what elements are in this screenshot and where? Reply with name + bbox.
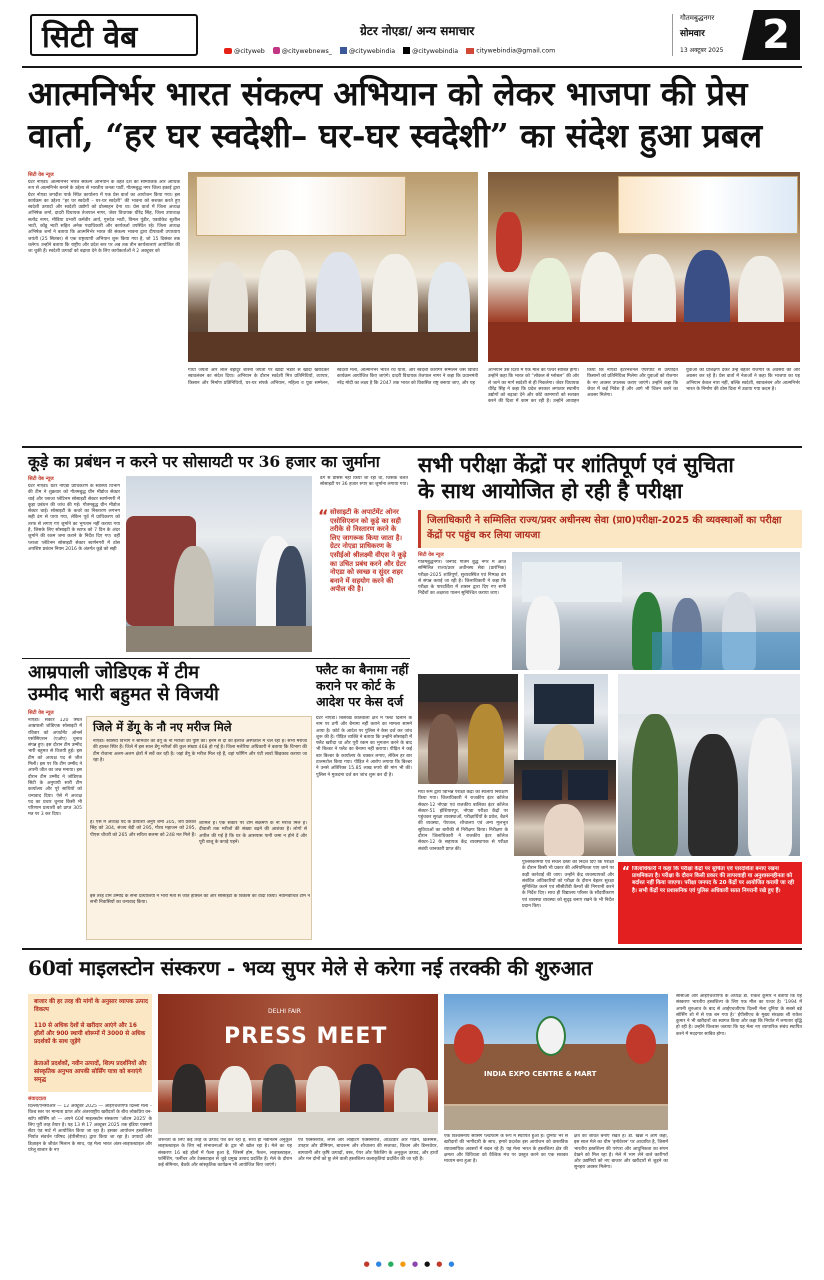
social-bar xyxy=(224,47,674,59)
exam-byline: सिटी वेब न्यूज xyxy=(418,552,444,558)
mela-photo-1 xyxy=(158,994,438,1134)
abhiyan-banner xyxy=(618,176,798,234)
garbage-photo xyxy=(126,476,312,652)
lead-under-photo2: अभियान उस दिशा में एक मील का पत्थर साबित होगा। उन्होंने कहा कि भारत को “लोकल से ग्लोबल” की ओर ले जाने का मार्ग स्वदेशी से ही निकलेगा। जेवर विधायक धीरेंद्र सिंह ने कहा कि प्रदेश सरकार लगातार स्थानीय उद्योगों को बढ़ावा देने और छोटे कामगारों को सशक्त करने की दिशा में काम कर रही है। उन्होंने आवाहन किया कि नोएडा इंटरनेशनल एयरपोर्ट से उत्पादित किसानों को प्रतिनिधित्व मिलेगा और युवाओं को रोजगार के नए अवसर उपलब्ध कराए जाएंगे। उन्होंने कहा कि जेवर में कई निवेश हैं और आगे भी चिंतन करने का अवसर मिलेगा। xyxy=(488,368,678,405)
instagram-icon xyxy=(273,47,280,54)
instagram-handle: @citywebnews_ xyxy=(281,47,332,55)
exam-photo-4 xyxy=(514,760,616,856)
press-banner xyxy=(196,176,406,236)
mela-col1: दिल्ली/एनसीआर — 12 अक्टूबर 2025 — आईएचजीएफ दिल्ली मेला – विश्व स्तर पर मान्यता प्राप्त और अंतरराष्ट्रीय खरीदारों के बीच लोकप्रिय वन-स्टॉप सोर्सिंग शो — अपने 60वें माइलस्टोन संस्करण 'ऑटम 2025' के लिए पूरी तरह तैयार है। यह 13 से 17 अक्टूबर 2025 तक इंडिया एक्सपो सेंटर एंड मार्ट में आयोजित किया जा रहा है। इसका आयोजन हस्तशिल्प निर्यात संवर्धन परिषद (ईपीसीएच) द्वारा किया जा रहा है। उप्पादों और डिज़ाइन के जीवंत मिलान के साथ, यह मेला भारत अंतर-लाइफस्टाइल और घरेलू बाजार के नए xyxy=(28,1104,152,1154)
exam-col1: गौतमबुद्धनगर। जनपद गौतम बुद्ध नगर में आज सम्मिलित राज्य/प्रवर अधीनस्थ सेवा (प्रारंभिक) परीक्षा-2025 शांतिपूर्ण, सुव्यवस्थित एवं निष्पक्ष ढंग से संपन्न कराई जा रही है। जिलाधिकारी ने कहा कि परीक्षा के पारदर्शिता में शासन द्वारा दिए गए सभी निर्देशों का अक्षरशः पालन सुनिश्चित कराया जाए। xyxy=(418,560,506,597)
lead-byline: सिटी वेब न्यूज xyxy=(28,172,54,178)
dengue-headline: जिले में डेंगू के नौ नए मरीज मिले xyxy=(93,720,232,734)
photo-building-name: INDIA EXPO CENTRE & MART xyxy=(484,1070,597,1078)
mail-icon xyxy=(466,48,474,54)
exam-headline-line2: के साथ आयोजित हो रही है परीक्षा xyxy=(418,478,683,503)
mela-box-item-1: 110 से अधिक देशों से खरीदार आएंगे और 16 हॉलों और 900 स्थायी शोरूमों में 3000 से अधिक प्रदर्शकों के साथ जुड़ेंगे xyxy=(34,1023,146,1045)
amrapali-headline-line2: उम्मीद भारी बहुमत से विजयी xyxy=(28,684,219,705)
youtube-icon xyxy=(224,48,232,54)
lead-photo-1 xyxy=(188,172,478,362)
photo-sign-top: DELHI FAIR xyxy=(268,1008,301,1015)
exam-photo-5 xyxy=(618,674,800,856)
exam-col3: पुलिसकर्मियों एवं सचल दस्तों को निर्देश दिए कि परीक्षा के दौरान किसी भी प्रकार की अनियमितता पाए जाने पर कड़ी कार्रवाई की जाए। उन्होंने केंद्र व्यवस्थापकों और संबंधित अधिकारियों को परीक्षा के दौरान बेहतर सुरक्षा सुनिश्चित करने एवं सीसीटीवी कैमरों की निगरानी करने के निर्देश दिए। साथ ही विद्यालय परिसर के सौंदर्यीकरण एवं व्यवस्था व्यवस्था को सुदृढ़ बनाए रखने के भी निर्देश प्रदान किए। xyxy=(522,860,614,910)
weekday: सोमवार xyxy=(680,29,705,39)
middle-bottom-rule xyxy=(22,948,802,950)
mela-col5: क्षेत्र को जीवंत बनाए रखते हैं। डॉ. खन्ना ने आगे कहा, इस साल मेले का थीम 'इनोवेशन' पर आधारित है, जिसमें भारतीय हस्तशिल्प की परंपरा और आधुनिकता का संगम देखने को मिल रहा है। मेले में भाग लेने वाले कारीगरों और उद्यमियों को नए बाजार और खरीदारों से जुड़ने का सुनहरा अवसर मिलेगा। xyxy=(574,1134,668,1171)
masthead-rule xyxy=(22,66,802,68)
paper-name: सिटी वेब xyxy=(42,20,138,55)
flat-headline-line3: आदेश पर केस दर्ज xyxy=(316,694,404,709)
dengue-col2: शामिल हैं। एक सेक्टर पर टीम संक्रमण के नौ मरीज मिले हैं। दीवाली तक मरीजों की संख्या बढ़ने की आशंका है। लोगों से अपील की गई है कि घर के आसपास पानी जमा न होने दें और पूरी बाजू के कपड़े पहनें। xyxy=(199,821,307,845)
mela-col3: एवं एक्सेसरीज, लैंप्स और लाइटिंग एक्सेसरीज, आउटडोर और गार्डन, क्रिसमस, उपहार और प्रीमियम, बाथरूम और शौचालय की सजावट, किचन और डिनरवेयर, बागवानी और कृषि उत्पादों, वस्त्र, पेपर और पैकेजिंग के अनुकूल उत्पाद, और हाथों और मन दोनों को छू लेने वाली हस्तशिल्प कलाकृतियां प्रदर्शित की जा रही हैं। xyxy=(298,1138,438,1162)
garbage-col2: ढंग से प्रोसेस नहीं किया जा रहा था, जिसके चलते सोसाइटी पर 36 हजार रुपए का जुर्माना लगाया गया। xyxy=(320,476,408,488)
garbage-byline: सिटी वेब न्यूज xyxy=(28,476,54,482)
x-icon xyxy=(403,47,410,54)
amrapali-byline: सिटी वेब न्यूज xyxy=(28,710,54,716)
dengue-col1: नोएडा। स्वास्थ्य विभाग ने सोमवार को डेंगू के नौ मरीजों की पुष्टि की। इनमें से दो का इलाज अस्पताल में चल रहा है। सभी मरीजों की हालत स्थिर है। जिले में इस साल डेंगू मरीजों की कुल संख्या 468 हो गई है। जिला मलेरिया अधिकारी ने बताया कि विभाग की टीम रोजाना अलग-अलग क्षेत्रों में सर्वे कर रही है। जहां डेंगू के मरीज मिल रहे हैं, वहां फॉगिंग और एंटी लार्वा छिड़काव कराया जा रहा है। xyxy=(93,739,307,763)
lead-under-photo1: गांधी जयंती और लाल बहादुर शास्त्री जयंती पर खादी भंडार से खादी खरीदकर स्वावलंबन का संदेश दिया। अभियान के दौरान स्वदेशी मित्र प्रतिनिधियों, व्यापार, किसान और निर्माण प्रतिनिधियों, घर-घर संपर्क अभियान, महिला व युवा सम्मेलन, स्वदेशी मेला, आत्मनिर्भर भारत रथ यात्रा, और स्वदेशी कारीगर सम्मेलन जैसे विविध कार्यक्रम आयोजित किए जाएंगे। दादरी विधायक तेजपाल नागर ने कहा कि प्रधानमंत्री नरेंद्र मोदी का लक्ष्य है कि 2047 तक भारत को विकसित राष्ट्र बनाया जाए, और यह xyxy=(188,368,478,386)
lead-bottom-rule xyxy=(22,446,802,448)
mela-col2: जरूरतों के लिए कई तरह के उत्पाद पेश कर रहा है, साथ ही नवीनतम अनुकूल लाइफस्टाइल के लिए नई संभावनाओं के द्वार भी खोल रहा है। मेले का यह संस्करण 16 बड़े हॉलों में फैला हुआ है, जिसमें होम, फैशन, लाइफस्टाइल, फर्निशिंग, फर्नीचर और टेक्सटाइल से जुड़े प्रमुख उत्पाद प्रदर्शित हैं। मेले के दौरान कई सेमिनार, बैठकें और सांस्कृतिक कार्यक्रम भी आयोजित किए जाएंगे। xyxy=(158,1138,292,1169)
mela-box-item-2: क्रेताओं प्रदर्शकों, नवीन उत्पादों, शिल्प प्रदर्शनियों और सांस्कृतिक अनुभव आपकी सोर्सिंग यात्रा को बनाएंगे समृद्ध xyxy=(34,1061,147,1083)
exam-banner xyxy=(418,510,802,548)
garbage-headline: कूड़े का प्रबंधन न करने पर सोसायटी पर 36 हजार का जुर्माना xyxy=(28,452,380,471)
exam-callout xyxy=(618,862,802,944)
mela-col4: एक विश्वसनीय सोर्सिंग प्लेटफॉर्म के रूप में स्थापित हुआ है। दुनिया भर से खरीदारों की भागीदारी के साथ, हमारे प्रदर्शक इस आयोजन को वास्तविक व्यावसायिक अवसरों में बदल रहे हैं। यह मेला भारत के हस्तशिल्प क्षेत्र की क्षमता और विविधता को वैश्विक मंच पर प्रस्तुत करने का एक सशक्त माध्यम बना हुआ है। xyxy=(444,1134,568,1165)
masthead-divider xyxy=(672,14,673,56)
photo-sign: PRESS MEET xyxy=(224,1024,388,1049)
flat-col1: ग्रेटर नोएडा। बिसरख कोतवाली क्षेत्र में फ्लैट दिलाने के नाम पर ठगी और बैनामा नहीं कराने का मामला सामने आया है। कोर्ट के आदेश पर पुलिस ने केस दर्ज कर जांच शुरू की है। पीड़ित व्यक्ति ने बताया कि उन्होंने सोसाइटी में फ्लैट खरीदा था और पूरी रकम का भुगतान करने के बाद भी बिल्डर ने फ्लैट का बैनामा नहीं कराया। पीड़ित ने कई बार बिल्डर के कार्यालय के चक्कर लगाए, लेकिन हर बार टालमटोल किया गया। पीड़ित ने आरोप लगाया कि बिल्डर ने उनसे अतिरिक्त 15.85 लाख रुपये की मांग भी की। पुलिस ने मुकदमा दर्ज कर जांच शुरू कर दी है। xyxy=(316,716,412,778)
masthead xyxy=(0,0,824,60)
facebook-handle: @citywebindia xyxy=(348,47,396,55)
amrapali-col2: हैं। ऐसे में अध्यक्ष पद के प्रत्याशी अनुप शर्मा 305, जय प्रकाश सिंह को 304, संजय बेदी को 295, गौरव महाजन को 295, पीएस चौधरी को 265 और सरिता सलमा को 248 मत मिले हैं। xyxy=(90,820,196,838)
mela-col6: सीसीओ और आईएचजीएफ के अध्यक्ष डॉ. राकेश कुमार ने बताया कि यह संस्करण भारतीय हस्तशिल्प के लिए एक मील का पत्थर है। '1994 में अपनी शुरुआत के बाद से आईएचजीएफ दिल्ली मेला दुनिया के सबसे बड़े सोर्सिंग शो में से एक बन गया है।' ईपीसीएच के मुख्य संरक्षक श्री राकेश कुमार ने भी खरीदारों का स्वागत किया और कहा कि निर्यात में लगातार वृद्धि हो रही है। उन्होंने विश्वास जताया कि यह मेला नए व्यापारिक संबंध स्थापित करने में मददगार साबित होगा। xyxy=(676,994,802,1037)
exam-callout-text: जिलाधिकारी ने कहा कि परीक्षा केंद्रों पर सुचिता एवं पारदर्शिता बनाए रखना प्राथमिकता है। परीक्षा के दौरान किसी प्रकार की लापरवाही या अनुशासनहीनता को बर्दाश्त नहीं किया जाएगा। परीक्षा जनपद के 20 केंद्रों पर आयोजित करायी जा रही है। सभी केंद्रों पर प्रशासनिक एवं पुलिस अधिकारी सतत निगरानी रखे हुए हैं। xyxy=(632,866,795,894)
garbage-callout-text: सोसाइटी के अपार्टमेंट ओनर एसोसिएशन को कूड़े का सही तरीके से निस्तारण करने के लिए जागरूक किया जाता है। ग्रेटर नोएडा प्राधिकरण के एसीईओ श्रीलक्ष्मी वीएस ने कूड़े का उचित प्रबंध करने और ग्रेटर नोएडा को स्वच्छ व सुंदर शहर बनाने में सहयोग करने की अपील की है। xyxy=(330,508,407,594)
flat-headline-line2: कराने पर कोर्ट के xyxy=(316,678,395,693)
page-number: 2 xyxy=(762,12,790,58)
mela-box-heading: बाजार की हर तरह की मांगों के अनुसार व्यापक उत्पाद विकल्प xyxy=(34,999,148,1013)
flat-headline-line1: फ्लैट का बैनामा नहीं xyxy=(316,662,409,677)
x-handle: @citywebindia xyxy=(412,47,459,55)
quote-icon: “ xyxy=(622,864,630,878)
city-name: गौतमबुद्धनगर xyxy=(680,14,715,22)
mela-byline: संवाददाता xyxy=(28,1096,47,1102)
lead-col-right: युवाओं को प्रशिक्षण देकर उन्हें बेहतर रोजगार के अवसरों की ओर अग्रसर कर रहे हैं। प्रेस वार्ता में नेताओं ने कहा कि भाजपा का यह अभियान केवल नारा नहीं, बल्कि स्वदेशी, स्वावलंबन और आत्मनिर्भर भारत के निर्माण की ठोस दिशा में उठाया गया कदम है। xyxy=(686,368,800,392)
youtube-handle: @cityweb xyxy=(234,47,265,55)
garbage-bottom-rule xyxy=(22,658,410,659)
issue-date: 13 अक्टूबर 2025 xyxy=(680,47,724,54)
exam-photo-1 xyxy=(512,552,800,670)
mela-photo-2 xyxy=(444,994,668,1130)
lead-col1: ग्रेटर नोएडा। आत्मनिर्भर भारत संकल्प अभियान के तहत देश को सामाजिक और आर्थिक रूप से आत्मनिर्भर बनाने के उद्देश्य से भारतीय जनता पार्टी, गौतमबुद्ध नगर जिला इकाई द्वारा ग्रेटर नोएडा जगदीश पार्क स्थित कार्यालय में एक प्रेस वार्ता का आयोजन किया गया। इस कार्यक्रम का उद्देश्य “हर घर स्वदेशी – घर-घर स्वदेशी” की भावना को सशक्त करते हुए स्वदेशी उत्पादों और स्वदेशी उद्योगों को प्रोत्साहन देना था। प्रेस वार्ता में जिला अध्यक्ष अभिषेक शर्मा, दादरी विधायक तेजपाल नागर, जेवर विधायक धीरेंद्र सिंह, जिला उपाध्यक्ष सत्येंद्र नागर, मीडिया प्रभारी कर्मवीर आर्य, गुरुदेव भाटी, विमल पुंडीर, एडवोकेट सुशील भाटी, कोंडू भाटी सहित अनेक पदाधिकारी और कार्यकर्ता उपस्थित रहे। जिला अध्यक्ष अभिषेक शर्मा ने बताया कि आत्मनिर्भर भारत की संकल्प भावना द्वारा दीपावली उपाध्याय जयंती (25 सितंबर) से एक राष्ट्रव्यापी अभियान शुरू किया गया है, जो 15 दिसंबर तक चलेगा। उन्होंने बताया कि राष्ट्रीय और प्रदेश स्तर पर अब तक तीन कार्यशालाएं आयोजित की जा चुकी हैं। स्वदेशी उत्पादों को बढ़ावा देने के लिए कार्यकर्ताओं ने 2 अक्टूबर को xyxy=(28,180,180,255)
exam-photo-2 xyxy=(418,674,518,784)
section-label: ग्रेटर नोएडा/ अन्य समाचार xyxy=(360,24,475,38)
exam-headline-line1: सभी परीक्षा केंद्रों पर शांतिपूर्ण एवं सुचिता xyxy=(418,452,734,477)
mela-headline: 60वां माइलस्टोन संस्करण - भव्य सुपर मेले से करेगा नई तरक्की की शुरुआत xyxy=(28,956,593,980)
exam-col2: मेधा रूम द्वारा विभिन्न परीक्षा केंद्रों का स्थलीय निरीक्षण किया गया। जिलाधिकारी ने राजकीय इंटर कॉलेज सेक्टर-12 नोएडा एवं राजकीय बालिका इंटर कॉलेज सेक्टर-51 होशियारपुर, नोएडा परीक्षा केंद्रों पर पहुंचकर सुरक्षा व्यवस्थाओं, परीक्षार्थियों के प्रवेश, बैठने की व्यवस्था, पेयजल, शौचालय एवं अन्य मूलभूत सुविधाओं का बारीकी से निरीक्षण किया। निरीक्षण के दौरान जिलाधिकारी ने राजकीय इंटर कॉलेज सेक्टर-12 के सहायक केंद्र व्यवस्थापक से परीक्षा संबंधी जानकारी प्राप्त की। xyxy=(418,790,508,852)
mail-handle: citywebindia@gmail.com xyxy=(476,47,556,55)
lead-photo-2 xyxy=(488,172,800,362)
garbage-callout xyxy=(318,508,408,654)
quote-icon: “ xyxy=(318,506,329,525)
lead-headline-line2: वार्ता, “हर घर स्वदेशी– घर-घर स्वदेशी” का संदेश हुआ प्रबल xyxy=(28,116,763,155)
exam-banner-text: जिलाधिकारी ने सम्मिलित राज्य/प्रवर अधीनस्थ सेवा (प्रा0)परीक्षा-2025 की व्यवस्थाओं का परीक्षा केंद्रों पर पहुंच कर लिया जायजा xyxy=(427,515,782,541)
amrapali-col3: इस तरह टीम उम्मीद के सभी प्रत्याशियों ने भारी मतों से जीत हासिल की और सोसाइटी के विकास का वादा किया। नवनिर्वाचित टीम ने सभी निवासियों का धन्यवाद किया। xyxy=(90,894,310,906)
lead-headline-line1: आत्मनिर्भर भारत संकल्प अभियान को लेकर भाजपा की प्रेस xyxy=(28,74,748,113)
amrapali-headline-line1: आम्रपाली जोडिएक में टीम xyxy=(28,662,200,683)
amrapali-col1: नोएडा। सेक्टर 120 स्थित आम्रपाली जोडिएक सोसाइटी में रविवार को अपार्टमेंट ओनर्स एसोसिएशन (एओए) चुनाव संपन्न हुए। इस दौरान टीम उम्मीद भारी बहुमत से विजयी हुई। इस टीम को अध्यक्ष पद से जीत मिली। इस पर कि टीम उम्मीद ने अपनी जीत का जश्न मनाया। इस दौरान टीम उम्मीद ने जोडिएक सिटी के अनुयायी सारी टीम कार्यालय और पूरे साथियों को धन्यवाद दिया। ऐसे में अध्यक्ष पद का प्रचार चुनाव किसी भी परिणाम प्रत्याशी को प्राप्त 305 मत पर 3 कर दिया। xyxy=(28,718,82,818)
footer-ornament: ●●●●●●●● xyxy=(363,1260,461,1268)
mela-highlight-box xyxy=(28,994,152,1092)
facebook-icon xyxy=(340,47,347,54)
garbage-col1: ग्रेटर नोएडा। ग्रेटर नोएडा प्राधिकरण के स्वास्थ्य विभाग की टीम ने शुक्रवार को गौतमबुद्ध ग्रीन मीडोज सेक्टर चाई और प्लाजा प्लेटिनम सोसाइटी सेक्टर स्वर्णनगरी में कूड़ा प्रबंधन की जांच की गई। गौतमबुद्ध ग्रीन मीडोज सेक्टर चाई। सोसाइटी के कचरे का निस्तारण लगभग सही ढंग से पाया गया, लेकिन पूर्व में प्राधिकरण को तरफ से लगाए गए जुर्माने का भुगतान नहीं कराया गया है, जिसके लिए सोसाइटी के स्टाफ को 7 दिन के अंदर जुर्माने की रकम जमा कराने के निर्देश दिए गए। वहीं प्लाजा प्लेटिनम सोसाइटी सेक्टर स्वर्णनगरी में ठोस अपशिष्ट प्रबंधन नियम 2016 के अंतर्गत कूड़े को सही xyxy=(28,484,120,552)
